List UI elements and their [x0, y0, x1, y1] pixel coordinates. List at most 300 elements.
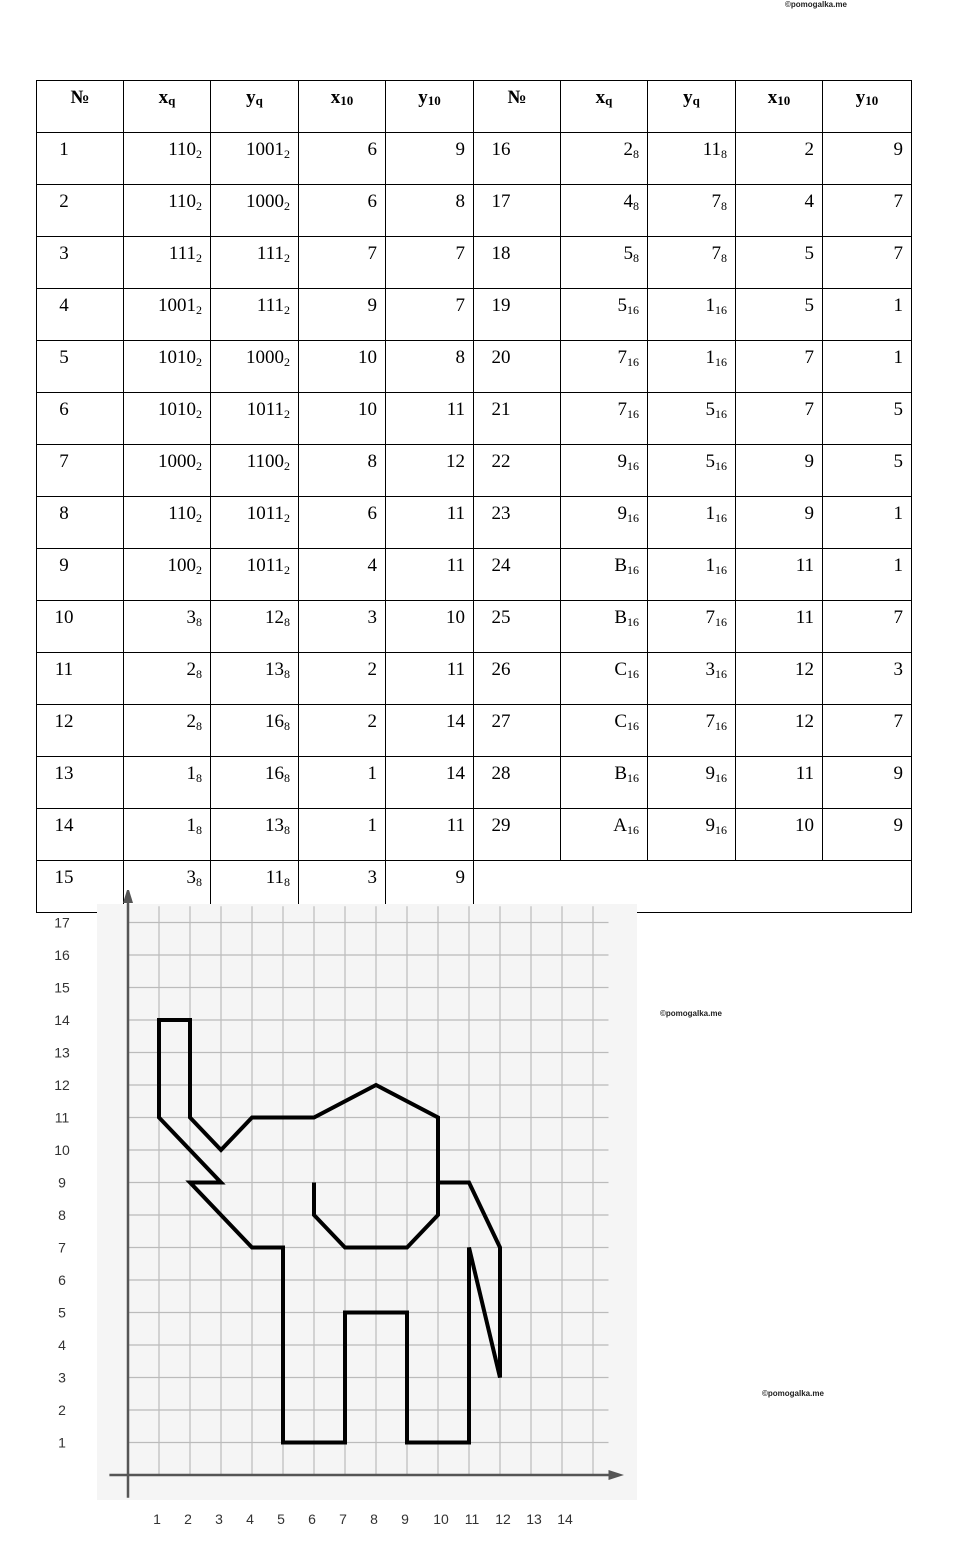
base-subscript: 2 [284, 355, 290, 369]
point-number: 17 [474, 185, 561, 237]
y-10-value: 7 [386, 237, 474, 289]
column-header [823, 81, 912, 133]
x-q-value [124, 185, 211, 237]
x-10-value: 1 [299, 809, 386, 861]
point-number: 20 [474, 341, 561, 393]
value-digits: 11 [702, 139, 721, 160]
value-digits: B [614, 555, 627, 576]
x-q-value [124, 497, 211, 549]
value-digits: 3 [186, 867, 196, 888]
base-subscript: 10 [777, 93, 791, 108]
watermark-middle: ©pomogalka.me [660, 1009, 722, 1018]
watermark-bottom: ©pomogalka.me [762, 1389, 824, 1398]
base-subscript: 2 [284, 459, 290, 473]
coordinates-table [36, 80, 912, 913]
table-row [37, 497, 912, 549]
base-subscript: 16 [715, 667, 727, 681]
x-10-value: 6 [299, 133, 386, 185]
column-header [561, 81, 648, 133]
x-tick-label: 13 [526, 1511, 542, 1527]
table-row [37, 601, 912, 653]
base-subscript: 16 [627, 719, 639, 733]
y-axis-arrow [123, 890, 133, 903]
base-subscript: 16 [715, 355, 727, 369]
x-10-value: 2 [299, 705, 386, 757]
x-q-value [124, 237, 211, 289]
base-subscript: 16 [627, 407, 639, 421]
value-digits: 7 [711, 243, 721, 264]
value-digits: 5 [705, 451, 715, 472]
x-10-value: 4 [736, 185, 823, 237]
base-subscript: 10 [340, 93, 354, 108]
value-digits: 7 [617, 399, 627, 420]
base-subscript: 16 [715, 823, 727, 837]
x-q-value [561, 549, 648, 601]
value-digits: 1 [705, 555, 715, 576]
y-tick-label: 14 [54, 1012, 70, 1028]
base-subscript: 16 [627, 563, 639, 577]
point-number: 1 [37, 133, 124, 185]
base-subscript: 16 [627, 823, 639, 837]
table-row [37, 653, 912, 705]
x-10-value: 3 [299, 861, 386, 913]
base-subscript: 10 [865, 93, 879, 108]
point-number: 8 [37, 497, 124, 549]
base-subscript: 8 [196, 719, 202, 733]
column-header [648, 81, 736, 133]
value-digits: x [158, 87, 169, 108]
y-tick-label: 12 [54, 1077, 70, 1093]
value-digits: 1010 [158, 399, 196, 420]
point-number: 9 [37, 549, 124, 601]
base-subscript: 16 [627, 511, 639, 525]
y-q-value [211, 393, 299, 445]
value-digits: 110 [168, 139, 196, 160]
base-subscript: 16 [627, 303, 639, 317]
x-10-value: 6 [299, 185, 386, 237]
y-tick-label: 1 [58, 1434, 66, 1451]
y-10-value: 1 [823, 497, 912, 549]
table-row [37, 341, 912, 393]
value-digits: 110 [168, 191, 196, 212]
value-digits: 5 [617, 295, 627, 316]
y-10-value: 9 [386, 133, 474, 185]
value-digits: 5 [705, 399, 715, 420]
x-q-value [124, 757, 211, 809]
y-10-value: 8 [386, 185, 474, 237]
point-number: 11 [37, 653, 124, 705]
y-q-value [211, 341, 299, 393]
y-q-value [648, 445, 736, 497]
column-header [124, 81, 211, 133]
base-subscript: 10 [427, 93, 441, 108]
value-digits: 3 [705, 659, 715, 680]
coordinate-plot [0, 890, 660, 1565]
y-10-value: 11 [386, 653, 474, 705]
x-10-value: 10 [299, 393, 386, 445]
value-digits: 2 [623, 139, 633, 160]
point-number: 4 [37, 289, 124, 341]
y-q-value [211, 549, 299, 601]
y-10-value: 11 [386, 549, 474, 601]
x-q-value [124, 393, 211, 445]
base-subscript: 8 [284, 875, 290, 889]
value-digits: 7 [617, 347, 627, 368]
x-tick-label: 7 [339, 1511, 347, 1527]
y-tick-label: 4 [58, 1337, 66, 1353]
x-q-value [561, 237, 648, 289]
y-10-value: 8 [386, 341, 474, 393]
x-10-value: 11 [736, 601, 823, 653]
base-subscript: 2 [284, 563, 290, 577]
table-row [37, 393, 912, 445]
y-tick-label: 8 [58, 1207, 66, 1223]
x-tick-label: 12 [495, 1511, 511, 1527]
base-subscript: 8 [196, 875, 202, 889]
value-digits: 1 [186, 763, 196, 784]
value-digits: 1100 [246, 451, 284, 472]
base-subscript: 2 [284, 407, 290, 421]
y-tick-label: 3 [58, 1369, 66, 1386]
table-header-row [37, 81, 912, 133]
y-tick-label: 6 [58, 1272, 66, 1288]
x-tick-label: 3 [215, 1511, 223, 1527]
base-subscript: 8 [196, 771, 202, 785]
y-tick-label: 2 [58, 1402, 66, 1418]
point-number: 12 [37, 705, 124, 757]
y-q-value [211, 601, 299, 653]
x-10-value: 3 [299, 601, 386, 653]
x-10-value: 11 [736, 757, 823, 809]
value-digits: y [855, 87, 866, 108]
base-subscript: 16 [715, 407, 727, 421]
base-subscript: 8 [721, 251, 727, 265]
y-q-value [648, 341, 736, 393]
table-row [37, 705, 912, 757]
table-row [37, 237, 912, 289]
x-10-value: 2 [299, 653, 386, 705]
y-tick-label: 9 [58, 1174, 66, 1191]
x-q-value [561, 341, 648, 393]
base-subscript: 16 [715, 563, 727, 577]
y-10-value: 7 [823, 705, 912, 757]
base-subscript: 8 [284, 771, 290, 785]
x-10-value: 5 [736, 237, 823, 289]
base-subscript: 16 [715, 511, 727, 525]
base-subscript: 2 [196, 303, 202, 317]
x-10-value: 7 [299, 237, 386, 289]
base-subscript: 2 [196, 511, 202, 525]
y-10-value: 11 [386, 809, 474, 861]
x-q-value [124, 653, 211, 705]
base-subscript: 8 [196, 667, 202, 681]
value-digits: x [595, 87, 606, 108]
value-digits: 1 [705, 503, 715, 524]
column-header [386, 81, 474, 133]
column-header [474, 81, 561, 133]
y-10-value: 14 [386, 757, 474, 809]
y-10-value: 11 [386, 497, 474, 549]
value-digits: 5 [623, 243, 633, 264]
point-number: 27 [474, 705, 561, 757]
y-tick-label: 16 [54, 947, 70, 963]
point-number: 19 [474, 289, 561, 341]
value-digits: 11 [265, 867, 284, 888]
value-digits: № [70, 87, 90, 108]
point-number: 29 [474, 809, 561, 861]
table-row [37, 133, 912, 185]
x-10-value: 5 [736, 289, 823, 341]
x-q-value [561, 497, 648, 549]
value-digits: 111 [256, 295, 284, 316]
x-10-value: 7 [736, 341, 823, 393]
y-q-value [211, 289, 299, 341]
x-q-value [124, 289, 211, 341]
x-10-value: 11 [736, 549, 823, 601]
y-10-value: 7 [386, 289, 474, 341]
base-subscript: 8 [284, 667, 290, 681]
value-digits: y [418, 87, 428, 108]
y-10-value: 1 [823, 341, 912, 393]
x-tick-label: 4 [246, 1511, 254, 1527]
base-subscript: 16 [715, 719, 727, 733]
x-10-value: 1 [299, 757, 386, 809]
value-digits: 7 [711, 191, 721, 212]
x-q-value [561, 185, 648, 237]
value-digits: 1 [186, 815, 196, 836]
x-q-value [561, 289, 648, 341]
value-digits: 2 [186, 659, 196, 680]
y-10-value: 7 [823, 237, 912, 289]
value-digits: B [614, 607, 627, 628]
base-subscript: 16 [715, 303, 727, 317]
point-number: 3 [37, 237, 124, 289]
base-subscript: 2 [196, 147, 202, 161]
y-q-value [648, 393, 736, 445]
point-number: 6 [37, 393, 124, 445]
y-10-value: 9 [823, 809, 912, 861]
y-q-value [648, 549, 736, 601]
y-tick-label: 13 [54, 1044, 70, 1061]
base-subscript: 8 [721, 147, 727, 161]
base-subscript: 8 [196, 615, 202, 629]
point-number: 15 [37, 861, 124, 913]
base-subscript: 2 [284, 147, 290, 161]
x-tick-label: 1 [153, 1511, 161, 1527]
x-10-value: 9 [736, 497, 823, 549]
base-subscript: 16 [715, 459, 727, 473]
table-row [37, 445, 912, 497]
point-number: 13 [37, 757, 124, 809]
x-tick-label: 6 [308, 1511, 316, 1527]
value-digits: 1000 [246, 191, 284, 212]
watermark-top: ©pomogalka.me [785, 0, 847, 9]
base-subscript: q [692, 93, 700, 108]
y-q-value [211, 757, 299, 809]
x-tick-label: 11 [464, 1511, 480, 1527]
x-10-value: 4 [299, 549, 386, 601]
base-subscript: 2 [196, 251, 202, 265]
y-q-value [211, 809, 299, 861]
point-number: 18 [474, 237, 561, 289]
value-digits: 111 [168, 243, 196, 264]
value-digits: 1010 [158, 347, 196, 368]
base-subscript: 2 [196, 407, 202, 421]
x-q-value [124, 809, 211, 861]
y-q-value [648, 133, 736, 185]
base-subscript: 8 [284, 823, 290, 837]
column-header [37, 81, 124, 133]
base-subscript: 8 [284, 719, 290, 733]
point-number: 14 [37, 809, 124, 861]
base-subscript: 2 [284, 251, 290, 265]
value-digits: 1011 [246, 555, 284, 576]
base-subscript: 8 [284, 615, 290, 629]
y-tick-label: 10 [54, 1142, 70, 1158]
value-digits: 1011 [246, 399, 284, 420]
base-subscript: 16 [627, 459, 639, 473]
base-subscript: 2 [284, 199, 290, 213]
base-subscript: 8 [196, 823, 202, 837]
y-q-value [211, 445, 299, 497]
base-subscript: 8 [633, 199, 639, 213]
point-number: 5 [37, 341, 124, 393]
base-subscript: 16 [627, 667, 639, 681]
column-header [299, 81, 386, 133]
point-number: 28 [474, 757, 561, 809]
y-10-value: 3 [823, 653, 912, 705]
base-subscript: 2 [196, 563, 202, 577]
x-10-value: 7 [736, 393, 823, 445]
x-tick-label: 8 [370, 1511, 378, 1527]
x-q-value [561, 393, 648, 445]
base-subscript: 2 [284, 511, 290, 525]
y-10-value: 5 [823, 445, 912, 497]
x-q-value [561, 133, 648, 185]
point-number: 16 [474, 133, 561, 185]
table-row [37, 549, 912, 601]
base-subscript: 2 [196, 199, 202, 213]
x-tick-label: 5 [277, 1511, 285, 1527]
base-subscript: 16 [715, 615, 727, 629]
value-digits: 9 [617, 503, 627, 524]
y-10-value: 9 [823, 133, 912, 185]
value-digits: 12 [265, 607, 284, 628]
base-subscript: 8 [633, 147, 639, 161]
x-q-value [124, 601, 211, 653]
x-10-value: 10 [736, 809, 823, 861]
table-row [37, 809, 912, 861]
value-digits: 7 [705, 711, 715, 732]
base-subscript: q [168, 93, 176, 108]
x-10-value: 12 [736, 653, 823, 705]
base-subscript: q [605, 93, 613, 108]
y-10-value: 9 [386, 861, 474, 913]
value-digits: 4 [623, 191, 633, 212]
value-digits: A [613, 815, 627, 836]
x-q-value [561, 757, 648, 809]
x-10-value: 10 [299, 341, 386, 393]
y-tick-label: 15 [54, 979, 70, 996]
x-q-value [124, 133, 211, 185]
y-tick-label: 7 [58, 1239, 66, 1256]
value-digits: 9 [617, 451, 627, 472]
y-10-value: 10 [386, 601, 474, 653]
value-digits: 9 [705, 763, 715, 784]
table-row [37, 289, 912, 341]
y-q-value [211, 185, 299, 237]
value-digits: 1000 [158, 451, 196, 472]
x-10-value: 6 [299, 497, 386, 549]
x-tick-label: 9 [401, 1511, 409, 1527]
column-header [211, 81, 299, 133]
y-q-value [648, 185, 736, 237]
x-q-value [124, 549, 211, 601]
value-digits: C [614, 711, 627, 732]
base-subscript: 2 [196, 459, 202, 473]
base-subscript: 2 [284, 303, 290, 317]
y-q-value [648, 237, 736, 289]
base-subscript: q [255, 93, 263, 108]
y-10-value: 14 [386, 705, 474, 757]
value-digits: 111 [256, 243, 284, 264]
point-number: 22 [474, 445, 561, 497]
y-q-value [648, 497, 736, 549]
y-10-value: 1 [823, 549, 912, 601]
value-digits: x [330, 87, 341, 108]
x-tick-label: 2 [184, 1511, 192, 1527]
value-digits: y [683, 87, 693, 108]
value-digits: 13 [265, 659, 284, 680]
value-digits: 3 [186, 607, 196, 628]
value-digits: 16 [265, 711, 284, 732]
y-tick-label: 5 [58, 1304, 66, 1321]
value-digits: 7 [705, 607, 715, 628]
y-q-value [648, 601, 736, 653]
y-tick-label: 17 [54, 914, 70, 931]
x-q-value [124, 705, 211, 757]
point-number: 26 [474, 653, 561, 705]
point-number: 24 [474, 549, 561, 601]
value-digits: 1011 [246, 503, 284, 524]
value-digits: 16 [265, 763, 284, 784]
y-10-value: 9 [823, 757, 912, 809]
value-digits: y [246, 87, 256, 108]
x-10-value: 2 [736, 133, 823, 185]
x-q-value [561, 705, 648, 757]
y-10-value: 5 [823, 393, 912, 445]
x-10-value: 9 [299, 289, 386, 341]
base-subscript: 16 [627, 615, 639, 629]
point-number: 7 [37, 445, 124, 497]
value-digits: 100 [167, 555, 196, 576]
y-10-value: 1 [823, 289, 912, 341]
value-digits: C [614, 659, 627, 680]
value-digits: № [507, 87, 527, 108]
y-tick-label: 11 [54, 1109, 70, 1126]
x-tick-label: 14 [557, 1511, 573, 1527]
value-digits: 1001 [158, 295, 196, 316]
y-10-value: 7 [823, 601, 912, 653]
value-digits: 1000 [246, 347, 284, 368]
x-10-value: 12 [736, 705, 823, 757]
base-subscript: 8 [721, 199, 727, 213]
point-number: 23 [474, 497, 561, 549]
y-q-value [211, 653, 299, 705]
value-digits: 9 [705, 815, 715, 836]
y-q-value [211, 705, 299, 757]
value-digits: 1001 [246, 139, 284, 160]
